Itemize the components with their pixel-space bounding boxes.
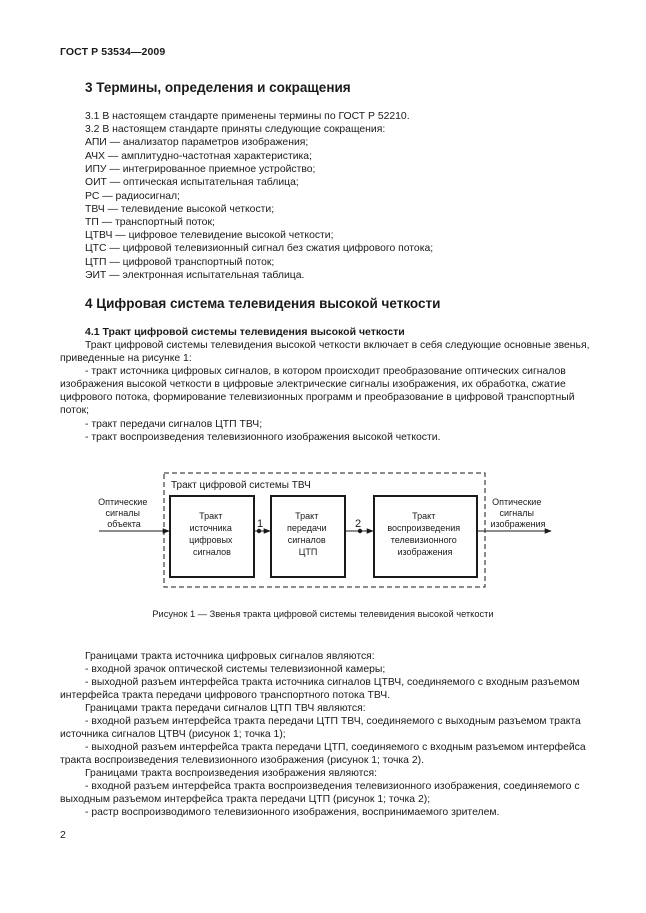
section-4-item-text: - тракт источника цифровых сигналов, в котором происходит преобразование оптических сигналов изображения высокой четкости в цифровые электрические сигналы изображения, их обработка, сжатие цифрового потока, формирование телевизионных программ и преобразование в цифровой транспортный поток;	[60, 366, 575, 416]
abbreviation-item: ЦТВЧ — цифровое телевидение высокой четкости;	[85, 230, 334, 241]
section-3-line: 3.1 В настоящем стандарте применены термины по ГОСТ Р 52210.	[85, 111, 410, 122]
section-3-title: 3 Термины, определения и сокращения	[85, 80, 351, 95]
abbreviation-item: ИПУ — интегрированное приемное устройство;	[85, 164, 316, 175]
standard-id: ГОСТ Р 53534—2009	[60, 46, 166, 58]
figure-caption: Рисунок 1 — Звенья тракта цифровой системы телевидения высокой четкости	[152, 609, 494, 619]
boundaries-text: Границами тракта воспроизведения изображения являются:	[85, 768, 378, 779]
boundaries-paragraph	[60, 780, 590, 806]
block-transmission-label: Тракт передачи сигналов ЦТП	[287, 511, 327, 557]
boundaries-text: - растр воспроизводимого телевизионного изображения, воспринимаемого зрителем.	[85, 807, 500, 818]
abbreviation-item: РС — радиосигнал;	[85, 191, 180, 202]
boundaries-text: - выходной разъем интерфейса тракта передачи ЦТП, соединяемого с входным разъемом интерфейса тракта воспроизведения телевизионного изображения (рисунок 1; точка 2).	[60, 742, 586, 766]
point-2-label: 2	[355, 518, 362, 530]
block-reproduction-label: Тракт воспроизведения телевизионного изображения	[387, 511, 461, 557]
section-4-intro-text: Тракт цифровой системы телевидения высокой четкости включает в себя следующие основные звенья, приведенные на рисунке 1:	[60, 340, 590, 364]
boundaries-text: - входной разъем интерфейса тракта передачи ЦТП ТВЧ, соединяемого с выходным разъемом тракта источника сигналов ЦТВЧ (рисунок 1; точка 1);	[60, 716, 581, 740]
subsection-4-1-title: 4.1 Тракт цифровой системы телевидения высокой четкости	[85, 326, 405, 338]
abbreviation-item: ОИТ — оптическая испытательная таблица;	[85, 177, 299, 188]
section-4-title: 4 Цифровая система телевидения высокой четкости	[85, 296, 441, 311]
abbreviation-item: ЭИТ — электронная испытательная таблица.	[85, 270, 305, 281]
boundaries-text: - выходной разъем интерфейса тракта источника сигналов ЦТВЧ, соединяемого с входным разъемом интерфейса тракта передачи цифрового транспортного потока ТВЧ.	[60, 677, 580, 701]
boundaries-paragraph	[60, 715, 590, 741]
abbreviation-item: АПИ — анализатор параметров изображения;	[85, 137, 309, 148]
abbreviation-item: ЦТС — цифровой телевизионный сигнал без сжатия цифрового потока;	[85, 243, 434, 254]
boundaries-text: - входной зрачок оптической системы телевизионной камеры;	[85, 664, 386, 675]
page-number: 2	[60, 829, 66, 841]
boundaries-text: - входной разъем интерфейса тракта воспроизведения телевизионного изображения, соединяемого с выходным разъемом интерфейса тракта передачи ЦТП (рисунок 1; точка 2);	[60, 781, 580, 805]
section-4-item-text: - тракт передачи сигналов ЦТП ТВЧ;	[85, 419, 263, 430]
boundaries-paragraph	[60, 741, 590, 767]
input-label: Оптические сигналы объекта	[98, 497, 148, 529]
abbreviation-item: ТВЧ — телевидение высокой четкости;	[85, 204, 275, 215]
abbreviation-item: ТП — транспортный поток;	[85, 217, 215, 228]
frame-title: Тракт цифровой системы ТВЧ	[171, 480, 311, 491]
boundaries-paragraph	[60, 806, 590, 819]
section-4-item-text: - тракт воспроизведения телевизионного изображения высокой четкости.	[85, 432, 441, 443]
abbreviation-item: АЧХ — амплитудно-частотная характеристика;	[85, 151, 312, 162]
section-3-line: 3.2 В настоящем стандарте приняты следующие сокращения:	[85, 124, 386, 135]
block-source-label: Тракт источника цифровых сигналов	[189, 511, 233, 557]
boundaries-paragraph	[60, 702, 590, 715]
boundaries-text: Границами тракта передачи сигналов ЦТП ТВЧ являются:	[85, 703, 366, 714]
point-1-label: 1	[257, 518, 264, 530]
abbreviation-item: ЦТП — цифровой транспортный поток;	[85, 257, 275, 268]
boundaries-paragraph	[60, 650, 590, 663]
boundaries-paragraph	[60, 663, 590, 676]
boundaries-paragraph	[60, 676, 590, 702]
boundaries-text: Границами тракта источника цифровых сигналов являются:	[85, 651, 375, 662]
boundaries-paragraph	[60, 767, 590, 780]
output-label: Оптические сигналы изображения	[490, 497, 546, 529]
